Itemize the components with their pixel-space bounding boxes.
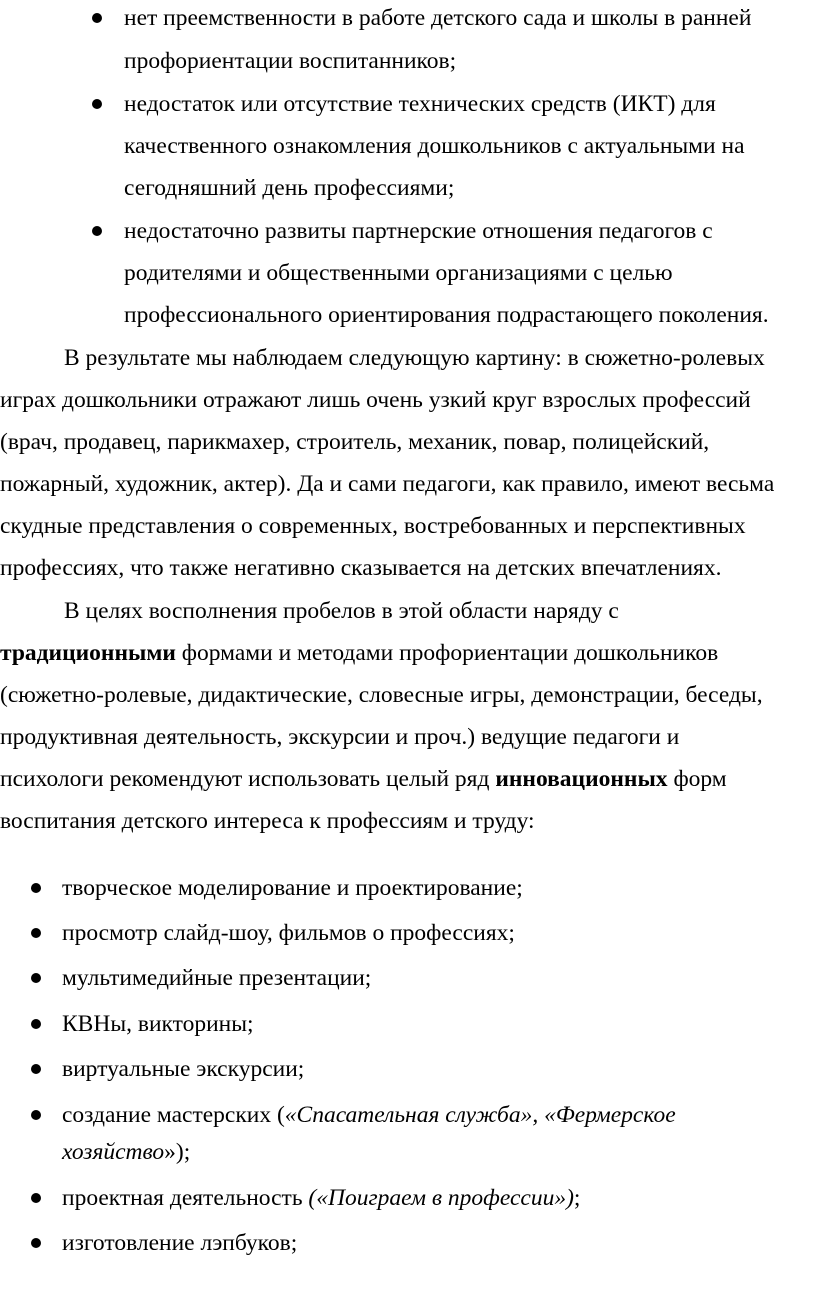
bullet-icon bbox=[31, 1238, 41, 1248]
list-item: творческое моделирование и проектирование; bbox=[62, 875, 523, 901]
paragraph-line: (сюжетно-ролевые, дидактические, словесные игры, демонстрации, беседы, bbox=[0, 682, 763, 708]
paragraph-line: В результате мы наблюдаем следующую картину: в сюжетно-ролевых bbox=[64, 345, 765, 371]
italic-run: «Спасательная служба», «Фермерское bbox=[284, 1102, 676, 1128]
list-item: просмотр слайд-шоу, фильмов о профессиях; bbox=[62, 920, 515, 946]
bullet-icon bbox=[31, 883, 41, 893]
paragraph-line: пожарный, художник, актер). Да и сами педагоги, как правило, имеют весьма bbox=[0, 471, 775, 497]
text-run: психологи рекомендуют использовать целый ряд bbox=[0, 766, 496, 792]
bullet-icon bbox=[92, 226, 102, 236]
text-run: проектная деятельность bbox=[62, 1185, 309, 1211]
list-item-line: недостаточно развиты партнерские отношения педагогов с bbox=[124, 218, 713, 244]
list-item-line: нет преемственности в работе детского сада и школы в ранней bbox=[124, 5, 752, 31]
paragraph-line bbox=[0, 764, 727, 794]
list-item-continuation bbox=[62, 1137, 190, 1167]
list-item: изготовление лэпбуков; bbox=[62, 1230, 298, 1256]
text-run: создание мастерских ( bbox=[62, 1102, 285, 1128]
paragraph-line: продуктивная деятельность, экскурсии и проч.) ведущие педагоги и bbox=[0, 724, 680, 750]
paragraph-line: играх дошкольники отражают лишь очень узкий круг взрослых профессий bbox=[0, 387, 751, 413]
text-run: »); bbox=[164, 1139, 191, 1165]
paragraph-line: (врач, продавец, парикмахер, строитель, механик, повар, полицейский, bbox=[0, 429, 710, 455]
list-item: виртуальные экскурсии; bbox=[62, 1056, 305, 1082]
paragraph-line bbox=[0, 638, 718, 668]
bold-term: традиционными bbox=[0, 640, 176, 666]
list-item bbox=[62, 1100, 676, 1130]
bullet-icon bbox=[31, 973, 41, 983]
bullet-icon bbox=[31, 1019, 41, 1029]
list-item-line: профессионального ориентирования подрастающего поколения. bbox=[124, 302, 769, 328]
bullet-icon bbox=[92, 99, 102, 109]
list-item-line: недостаток или отсутствие технических средств (ИКТ) для bbox=[124, 91, 716, 117]
bullet-icon bbox=[31, 1064, 41, 1074]
paragraph-line: скудные представления о современных, востребованных и перспективных bbox=[0, 513, 746, 539]
list-item-line: качественного ознакомления дошкольников с актуальными на bbox=[124, 133, 745, 159]
list-item-line: сегодняшний день профессиями; bbox=[124, 175, 455, 201]
paragraph-line: В целях восполнения пробелов в этой области наряду с bbox=[64, 598, 619, 624]
paragraph-line: воспитания детского интереса к профессиям и труду: bbox=[0, 808, 535, 834]
list-item-line: профориентации воспитанников; bbox=[124, 48, 457, 74]
list-item-line: родителями и общественными организациями с целью bbox=[124, 260, 673, 286]
paragraph-line: профессиях, что также негативно сказывается на детских впечатлениях. bbox=[0, 555, 722, 581]
bullet-icon bbox=[31, 1110, 41, 1120]
bullet-icon bbox=[31, 928, 41, 938]
list-item bbox=[62, 1183, 580, 1213]
italic-run: хозяйство bbox=[62, 1139, 165, 1165]
bullet-icon bbox=[92, 13, 102, 23]
text-run: ; bbox=[573, 1185, 581, 1211]
bullet-icon bbox=[31, 1193, 41, 1203]
list-item: мультимедийные презентации; bbox=[62, 965, 372, 991]
list-item: КВНы, викторины; bbox=[62, 1011, 254, 1037]
italic-run: («Поиграем в профессии») bbox=[308, 1185, 574, 1211]
text-run: формами и методами профориентации дошкольников bbox=[175, 640, 719, 666]
bold-term: инновационных bbox=[495, 766, 668, 792]
text-run: форм bbox=[667, 766, 727, 792]
